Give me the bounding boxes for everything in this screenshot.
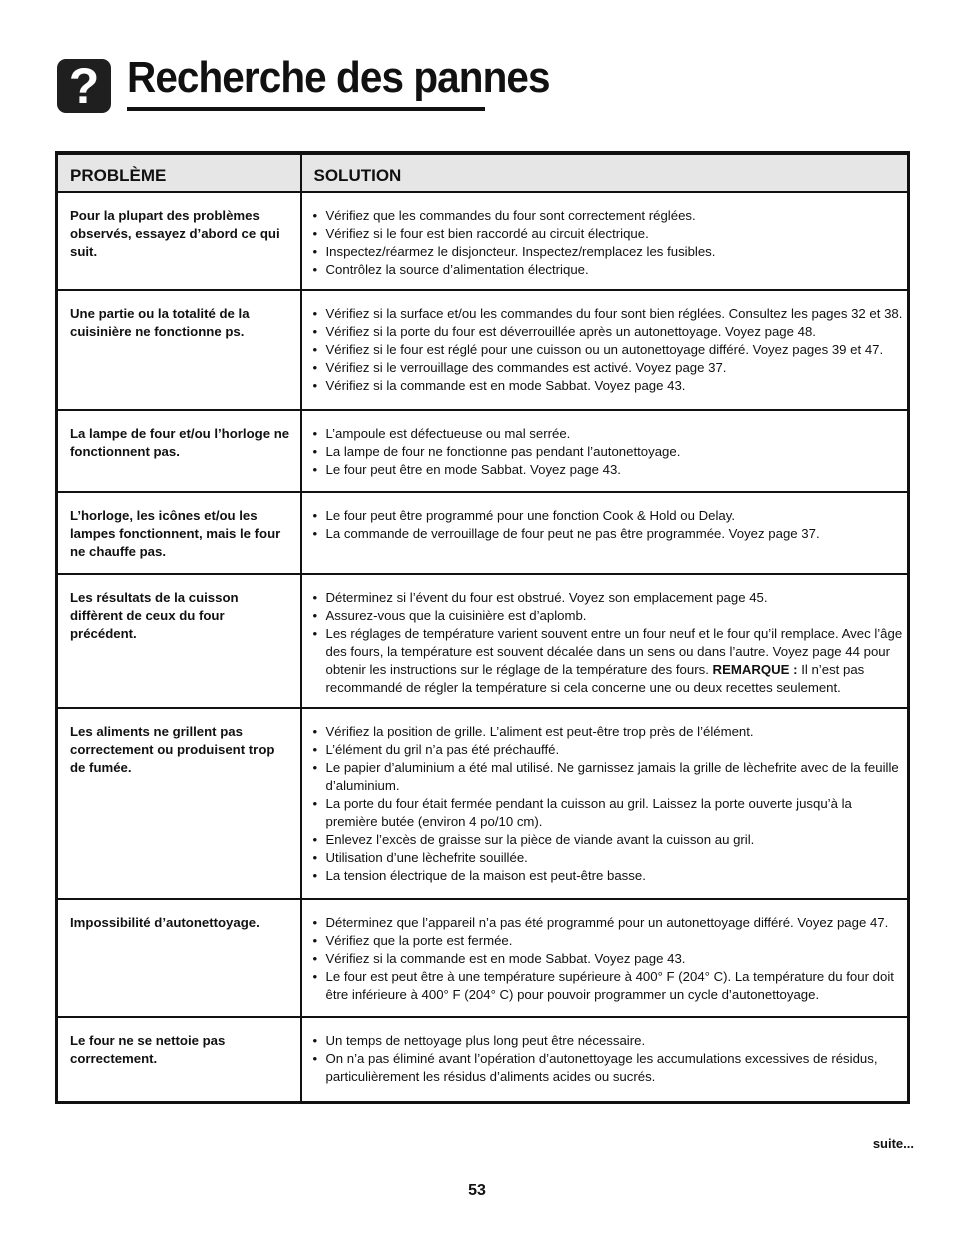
solution-list: [312, 723, 904, 885]
continued-label: suite...: [872, 1136, 914, 1151]
table-row: [57, 192, 909, 290]
table-row: [57, 410, 909, 492]
solution-cell: [301, 410, 909, 492]
solution-cell: [301, 574, 909, 708]
solution-list: [312, 589, 904, 697]
column-header-solution: SOLUTION: [301, 153, 909, 192]
list-item: • Utilisation d’une lèchefrite souillée.: [326, 849, 904, 867]
list-item: [326, 625, 904, 697]
list-item: • Le papier d’aluminium a été mal utilisé. Ne garnissez jamais la grille de lèchefrite avec de la feuille d’aluminium.: [326, 759, 904, 795]
list-item: • La lampe de four ne fonctionne pas pendant l’autonettoyage.: [326, 443, 904, 461]
solution-list: [312, 914, 904, 1004]
note-text: Les réglages de température varient souvent entre un four neuf et le four qu’il remplace. Avec l’âge des fours, la température est souvent décalée dans un sens ou dans l’autre. Voyez page 44 pour obtenir les instructions sur le réglage de la température des fours.: [325, 626, 903, 677]
question-mark-icon: ?: [57, 59, 111, 113]
table-header-row: [57, 153, 909, 192]
list-item: • Vérifiez si le verrouillage des commandes est activé. Voyez page 37.: [326, 359, 904, 377]
list-item: • Vérifiez la position de grille. L’aliment est peut-être trop près de l’élément.: [326, 723, 904, 741]
solution-list: [312, 1032, 904, 1086]
table-row: [57, 1017, 909, 1102]
list-item: • Déterminez si l’évent du four est obstrué. Voyez son emplacement page 45.: [326, 589, 904, 607]
solution-cell: [301, 290, 909, 410]
title-underline: [127, 107, 485, 111]
note-text: Il n’est pas recommandé de régler la température si cela concerne une ou deux recettes seulement.: [325, 662, 865, 695]
list-item: • Le four peut être programmé pour une fonction Cook & Hold ou Delay.: [326, 507, 904, 525]
list-item: • Vérifiez que la porte est fermée.: [326, 932, 904, 950]
list-item: • Vérifiez si la commande est en mode Sabbat. Voyez page 43.: [326, 377, 904, 395]
problem-cell: L’horloge, les icônes et/ou les lampes fonctionnent, mais le four ne chauffe pas.: [57, 492, 301, 574]
list-item: • Vérifiez si la surface et/ou les commandes du four sont bien réglées. Consultez les pages 32 et 38.: [326, 305, 904, 323]
list-item: • Enlevez l’excès de graisse sur la pièce de viande avant la cuisson au gril.: [326, 831, 904, 849]
table-row: [57, 899, 909, 1017]
list-item: • La tension électrique de la maison est peut-être basse.: [326, 867, 904, 885]
list-item: • La porte du four était fermée pendant la cuisson au gril. Laissez la porte ouverte jusqu’à la première butée (environ 4 po/10 cm).: [326, 795, 904, 831]
problem-cell: Pour la plupart des problèmes observés, essayez d’abord ce qui suit.: [57, 192, 301, 290]
solution-list: [312, 305, 904, 395]
solution-cell: [301, 899, 909, 1017]
troubleshooting-table: [55, 151, 910, 1104]
solution-list: [312, 507, 904, 543]
note-label: REMARQUE :: [712, 662, 798, 677]
problem-cell: La lampe de four et/ou l’horloge ne fonctionnent pas.: [57, 410, 301, 492]
solution-cell: [301, 708, 909, 899]
page-title: Recherche des pannes: [127, 53, 550, 102]
list-item: • L’élément du gril n’a pas été préchauffé.: [326, 741, 904, 759]
list-item: • Le four est peut être à une température supérieure à 400° F (204° C). La température du four doit être inférieure à 400° F (204° C) pour pouvoir programmer un cycle d’autonettoyage.: [326, 968, 904, 1004]
list-item: • Déterminez que l’appareil n’a pas été programmé pour un autonettoyage différé. Voyez page 47.: [326, 914, 904, 932]
list-item: • On n’a pas éliminé avant l’opération d’autonettoyage les accumulations excessives de résidus, particulièrement les résidus d’aliments acides ou sucrés.: [326, 1050, 904, 1086]
table-row: [57, 492, 909, 574]
list-item: • Vérifiez que les commandes du four sont correctement réglées.: [326, 207, 904, 225]
list-item: • Contrôlez la source d’alimentation électrique.: [326, 261, 904, 279]
solution-cell: [301, 492, 909, 574]
list-item: • Vérifiez si le four est réglé pour une cuisson ou un autonettoyage différé. Voyez pages 39 et 47.: [326, 341, 904, 359]
table-row: [57, 574, 909, 708]
list-item: • Vérifiez si la commande est en mode Sabbat. Voyez page 43.: [326, 950, 904, 968]
list-item: • La commande de verrouillage de four peut ne pas être programmée. Voyez page 37.: [326, 525, 904, 543]
solution-list: [312, 207, 904, 279]
table-row: [57, 708, 909, 899]
solution-list: [312, 425, 904, 479]
solution-cell: [301, 192, 909, 290]
problem-cell: Les résultats de la cuisson diffèrent de ceux du four précédent.: [57, 574, 301, 708]
list-item: • Assurez-vous que la cuisinière est d’aplomb.: [326, 607, 904, 625]
list-item: • Inspectez/réarmez le disjoncteur. Inspectez/remplacez les fusibles.: [326, 243, 904, 261]
page-number: 53: [468, 1182, 486, 1199]
solution-cell: [301, 1017, 909, 1102]
problem-cell: Une partie ou la totalité de la cuisinière ne fonctionne ps.: [57, 290, 301, 410]
list-item: • L’ampoule est défectueuse ou mal serrée.: [326, 425, 904, 443]
list-item: • Le four peut être en mode Sabbat. Voyez page 43.: [326, 461, 904, 479]
problem-cell: Le four ne se nettoie pas correctement.: [57, 1017, 301, 1102]
problem-cell: Les aliments ne grillent pas correctement ou produisent trop de fumée.: [57, 708, 301, 899]
column-header-problem: PROBLÈME: [57, 153, 301, 192]
list-item: • Un temps de nettoyage plus long peut être nécessaire.: [326, 1032, 904, 1050]
list-item: • Vérifiez si le four est bien raccordé au circuit électrique.: [326, 225, 904, 243]
problem-cell: Impossibilité d’autonettoyage.: [57, 899, 301, 1017]
page-header: [57, 53, 550, 115]
table-row: [57, 290, 909, 410]
list-item: • Vérifiez si la porte du four est déverrouillée après un autonettoyage. Voyez page 48.: [326, 323, 904, 341]
